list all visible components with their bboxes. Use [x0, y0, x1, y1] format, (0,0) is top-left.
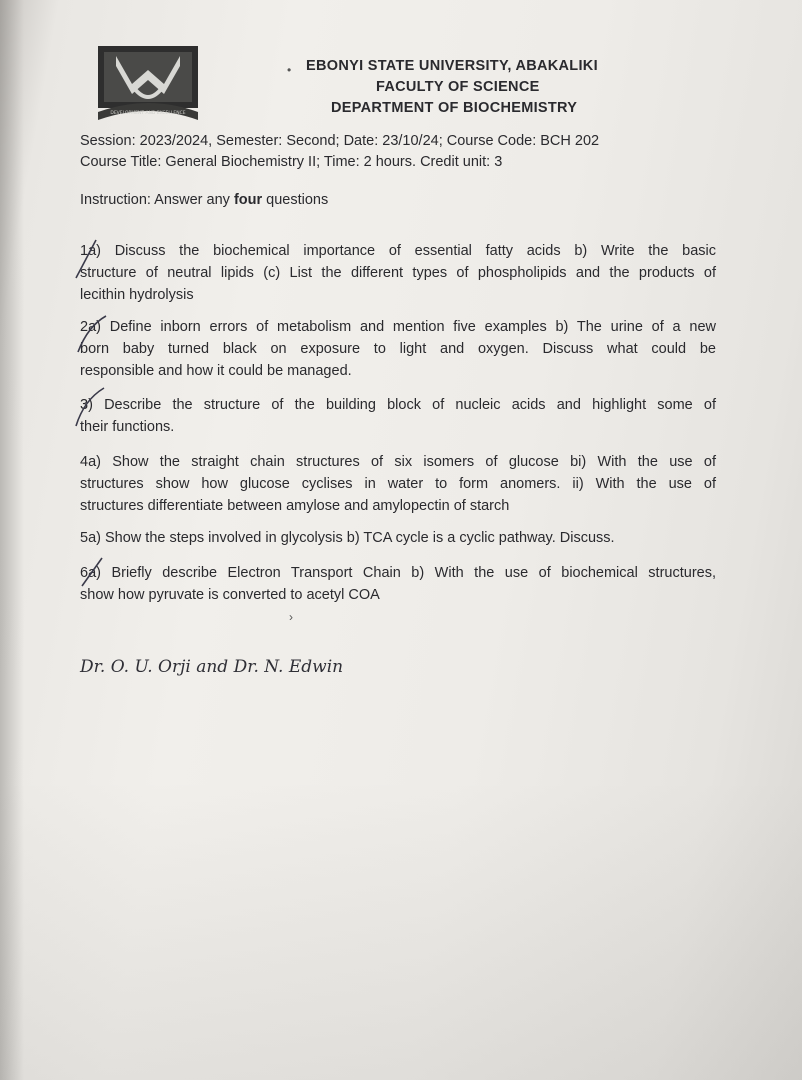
question-line: structure of neutral lipids (c) List the different types of phospholipids and the products of — [80, 265, 716, 281]
stray-mark: • — [287, 63, 292, 77]
question-2 — [80, 316, 716, 382]
instruction — [80, 192, 328, 208]
instruction-emphasis: four — [233, 192, 263, 208]
paper-shadow-left — [0, 0, 24, 1080]
session-info: Session: 2023/2024, Semester: Second; Date: 23/10/24; Course Code: BCH 202 — [80, 133, 600, 149]
question-line: 3) Describe the structure of the building block of nucleic acids and highlight some of — [80, 397, 716, 413]
question-line: 1a) Discuss the biochemical importance of essential fatty acids b) Write the basic — [80, 243, 716, 259]
question-line: 4a) Show the straight chain structures of six isomers of glucose bi) With the use of — [80, 454, 716, 470]
question-5 — [80, 527, 716, 549]
question-3 — [80, 394, 716, 438]
university-crest-icon — [96, 44, 200, 124]
question-1 — [80, 240, 716, 306]
university-name: EBONYI STATE UNIVERSITY, ABAKALIKI — [306, 58, 598, 74]
question-line: born baby turned black on exposure to light and oxygen. Discuss what could be — [80, 341, 716, 357]
question-line: 6a) Briefly describe Electron Transport Chain b) With the use of biochemical structures, — [80, 565, 716, 581]
question-line: their functions. — [80, 419, 175, 435]
paper-shadow-bottom — [0, 780, 802, 1080]
question-4 — [80, 451, 716, 517]
question-line: show how pyruvate is converted to acetyl COA — [80, 587, 380, 603]
instruction-prefix: Instruction: Answer any — [80, 192, 234, 208]
examiners-signature: Dr. O. U. Orji and Dr. N. Edwin — [80, 657, 344, 677]
question-line: structures show how glucose cyclises in water to form anomers. ii) With the use of — [80, 476, 716, 492]
faculty-name: FACULTY OF SCIENCE — [376, 79, 540, 95]
department-name: DEPARTMENT OF BIOCHEMISTRY — [331, 100, 578, 116]
question-line: responsible and how it could be managed. — [80, 363, 352, 379]
question-line: structures differentiate between amylose and amylopectin of starch — [80, 498, 510, 514]
question-6 — [80, 562, 716, 606]
course-info: Course Title: General Biochemistry II; Time: 2 hours. Credit unit: 3 — [80, 154, 503, 170]
question-line: lecithin hydrolysis — [80, 287, 194, 303]
stray-mark: › — [289, 610, 293, 624]
question-line: 5a) Show the steps involved in glycolysis b) TCA cycle is a cyclic pathway. Discuss. — [80, 530, 615, 546]
crest-motto: DEVELOPMENT AND EXCELLENCE — [110, 111, 186, 116]
instruction-suffix: questions — [262, 192, 329, 208]
question-line: 2a) Define inborn errors of metabolism and mention five examples b) The urine of a new — [80, 319, 716, 335]
